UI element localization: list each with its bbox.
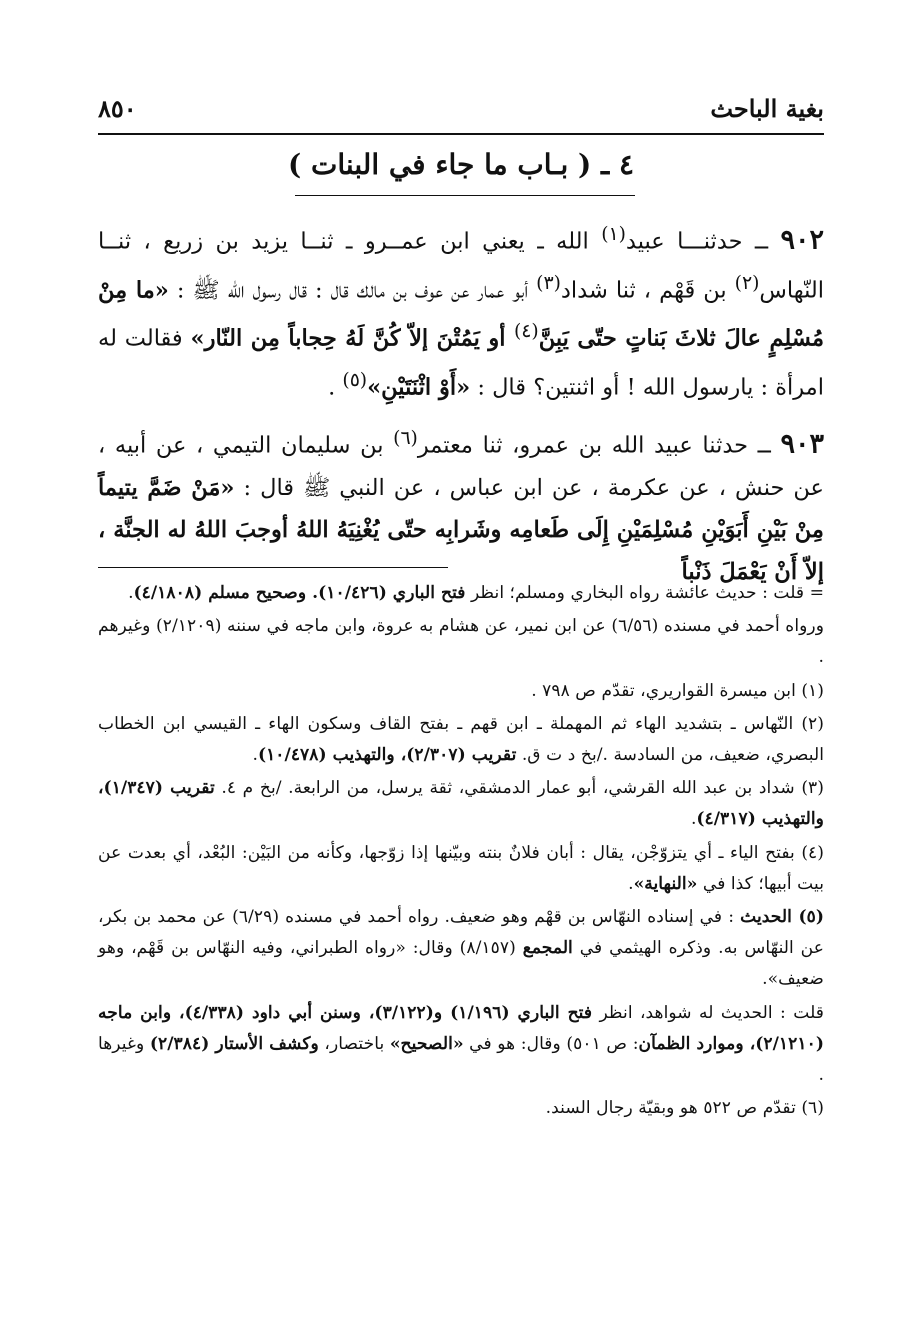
footnote-text: (٣) شداد بن عبد الله القرشي، أبو عمار الدمشقي، ثقة يرسل، من الرابعة. /بخ م ٤. [214, 778, 824, 799]
footnote-text: وغيرها . [98, 1033, 824, 1086]
footnote-5-continuation [98, 998, 824, 1092]
footnote-continuation [98, 578, 824, 609]
footnote-ref: (٤) [513, 321, 539, 342]
hadith-text: . [328, 374, 343, 400]
footnote-1: (١) ابن ميسرة القواريري، تقدّم ص ٧٩٨ . [531, 680, 824, 701]
footnote-label: (٥) الحديث [740, 907, 824, 928]
footnote-6: (٦) تقدّم ص ٥٢٢ هو وبقيّة رجال السند. [545, 1098, 824, 1119]
source-reference: تقريب (٢/٣٠٧)، والتهذيب (١٠/٤٧٨) [257, 745, 517, 766]
footnotes [98, 578, 824, 1126]
footnote-3 [98, 773, 824, 835]
footnote-2 [98, 709, 824, 771]
page-number: ٨٥٠ [98, 93, 137, 123]
source-reference: فتح الباري (١٠/٤٢٦). وصحيح مسلم (٤/١٨٠٨) [133, 583, 466, 603]
hadith-text: الله ـ يعني ابن عمــرو ـ ثنــا يزيد بن زريع ، ثنــا النّهاس [98, 228, 824, 303]
hadith-text: بن سليمان التيمي ، عن أبيه ، عن حنش ، عن عكرمة ، عن ابن عباس ، عن النبي ﷺ قال : [98, 432, 824, 501]
header-divider [98, 133, 824, 135]
footnote-ref: (١) [601, 224, 626, 245]
source-reference: وكشف الأستار (٢/٣٨٤) [149, 1033, 319, 1054]
footnote-text: : في إسناده النهّاس بن قهْم وهو ضعيف. رواه أحمد في مسنده (٦/٢٩) عن محمد بن بكر، عن النهّاس به. وذكره الهيثمي في [98, 907, 825, 959]
footnote-text: = قلت : حديث عائشة رواه البخاري ومسلم؛ انظر [465, 583, 824, 603]
hadith-number: ٩٠٣ [780, 428, 824, 460]
page-header [98, 88, 824, 128]
source-reference: «الصحيح» [389, 1033, 464, 1054]
footnote-ref: (٣) [536, 272, 561, 294]
hadith-text: أبو عمار عن عوف بن مالك قال : قال رسول الله ﷺ : [168, 277, 537, 303]
footnote-text: . [690, 809, 697, 830]
footnote-text: (٤) بفتح الياء ـ أي يتزوّجْن، يقال : أبان فلانٌ بنته وبيّنها إذا زوّجها، وكأنه من البَيْن: البُعْد، أي بعدت عن بيت أبيها؛ كذا في [98, 842, 824, 894]
footnote-ref: (٢) [734, 272, 760, 294]
source-reference: فتح الباري (١/١٩٦) و(٣/١٢٢)، وسنن أبي داود (٤/٣٣٨)، وابن ماجه (٢/١٢١٠)، وموارد الظمآن [98, 1002, 824, 1054]
footnote-ref: (٦) [393, 428, 418, 449]
hadith-text: بن قَهْم ، ثنا شداد [560, 277, 735, 303]
running-title: بغية الباحث [710, 93, 824, 123]
footnote-text: : ص ٥٠١) وقال: هو في [463, 1033, 639, 1054]
hadith-number: ٩٠٢ [780, 224, 824, 256]
footnote-text: . [128, 583, 134, 603]
source-reference: «النهاية» [633, 873, 698, 894]
chapter-title: ٤ ـ ( بـاب ما جاء في البنات ) [288, 148, 634, 181]
chapter-underline [295, 195, 635, 196]
footnote-text: (٨/١٥٧) وقال: «رواه الطبراني، وفيه النهّاس بن قَهْم، وهو ضعيف». [98, 938, 824, 990]
footnote-4 [98, 838, 824, 900]
footnote-text: (٢) النّهاس ـ بتشديد الهاء ثم المهملة ـ ابن قهم ـ بفتح القاف وسكون الهاء ـ القيسي ابن الخطاب البصري، ضعيف، من السادسة ./بخ د ت ق. [98, 713, 824, 766]
footnote-text: قلت : الحديث له شواهد، انظر [592, 1002, 824, 1023]
hadith-text: فقالت له امرأة : يارسول الله ! أو اثنتين؟ قال : [98, 325, 824, 400]
prophetic-quote: «أَوْ اثْنَتَيْنِ» [367, 374, 471, 400]
footnote-5 [98, 902, 824, 996]
source-reference: تقريب (١/٣٤٧)، والتهذيب (٤/٣١٧) [98, 778, 824, 830]
footnote-ref: (٥) [342, 369, 368, 391]
prophetic-quote: «مَنْ ضَمَّ يتيماً مِنْ بَيْنِ أَبَوَيْنِ مُسْلِمَيْنِ إِلَى طَعامِه وشَرابِه حتّى يُغْنِيَهُ اللهُ أوجبَ اللهُ له الجنَّة ، إلاّ أَنْ يَعْمَلَ ذَنْباً [98, 474, 824, 585]
footnote-text: . [252, 745, 258, 766]
prophetic-quote: «ما مِنْ مُسْلِمٍ عالَ ثلاثَ بَناتٍ حتّى يَبِنَّ [98, 277, 824, 352]
hadith-text: ــ حدثنا عبيد الله بن عمرو، ثنا معتمر [417, 432, 781, 459]
source-reference: المجمع [522, 938, 573, 959]
hadith-902 [98, 214, 824, 408]
footnote-text: . [628, 873, 634, 894]
footnote-continuation: ورواه أحمد في مسنده (٦/٥٦) عن ابن نمير، عن هشام به عروة، وابن ماجه في سننه (٢/١٢٠٩) وغيرهم . [98, 616, 824, 668]
prophetic-quote: أو يَمُتْنَ إلاّ كُنَّ لَهُ حِجاباً مِن النّار» [190, 325, 514, 352]
footnote-text: باختصار، [318, 1033, 390, 1054]
footnote-divider [98, 567, 448, 568]
hadith-text: ــ حدثنـــا عبيد [625, 228, 781, 255]
